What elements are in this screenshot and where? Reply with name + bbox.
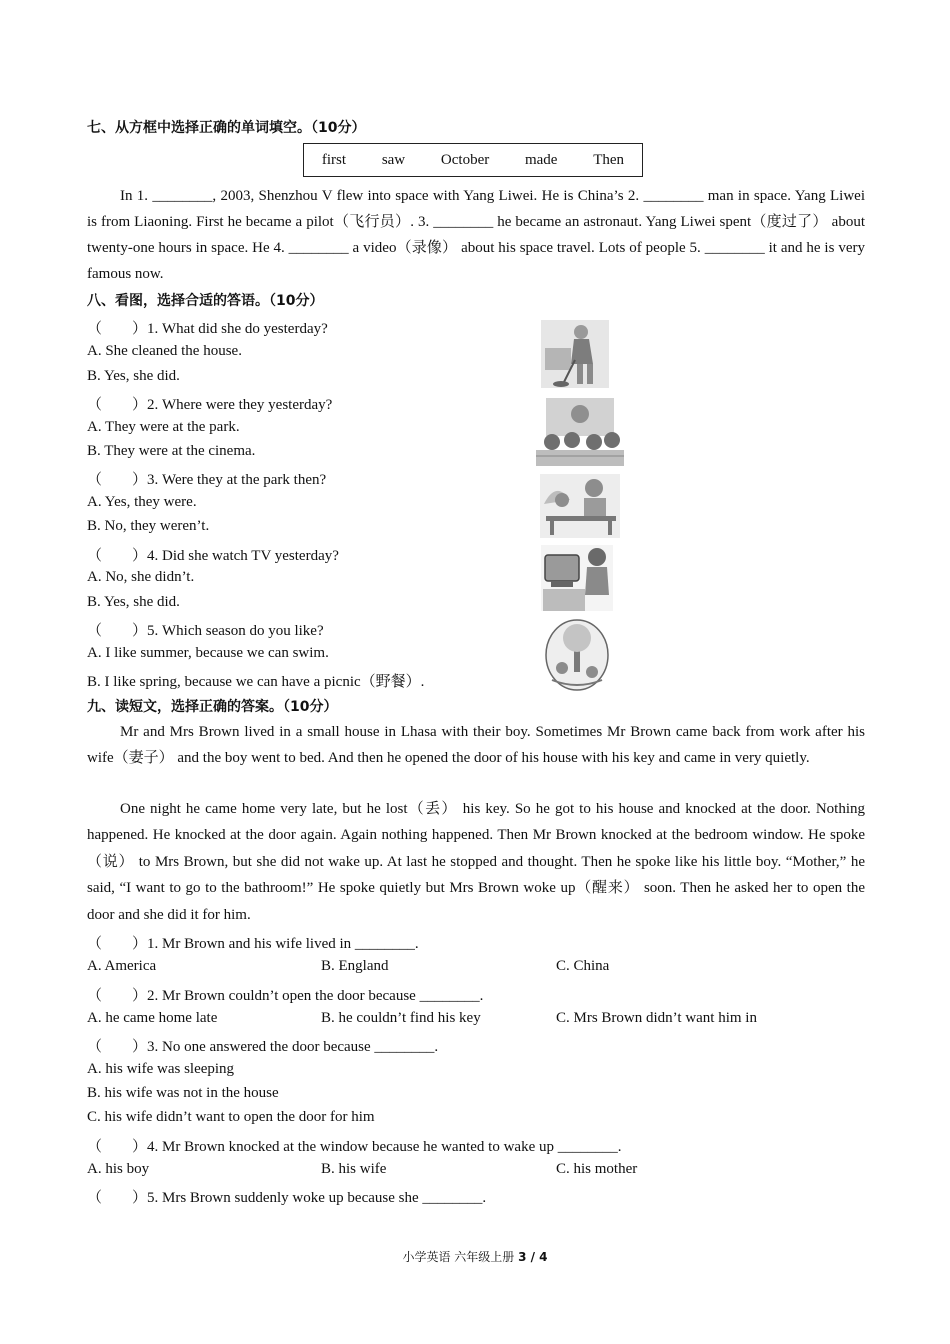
- word-made: made: [524, 151, 558, 168]
- s8-option-3a: A. Yes, they were.: [87, 494, 197, 510]
- word-first: first: [321, 151, 347, 168]
- s9-q2-option-b: B. he couldn’t find his key: [321, 1010, 481, 1026]
- s9-question-3: （ ）3. No one answered the door because ________.: [87, 1039, 439, 1055]
- word-box: [303, 143, 643, 177]
- section7-passage: In 1. ________, 2003, Shenzhou V flew into space with Yang Liwei. He is China’s 2. ________ man in space. Yang Liwei is from Liaoning. First he became a pilot（飞行员）. 3. ________ he became an astronaut. Yang Liwei spent（度过了） about twenty-one hours in space. He 4. ________ a video（录像） about his space travel. Lots of people 5. ________ it and he is very famous now.: [87, 188, 865, 282]
- s9-q4-option-c: C. his mother: [556, 1161, 638, 1177]
- cinema-picture: [536, 398, 624, 466]
- s8-option-1a: A. She cleaned the house.: [87, 343, 242, 359]
- section9-paragraph-2: One night he came home very late, but he lost（丢） his key. So he got to his house and knocked at the door. Nothing happened. He knocked at the door again. Again nothing happened. Then Mr Brown knocked at the bedroom window. He spoke（说） to Mrs Brown, but she did not wake up. At last he stopped and thought. Then he spoke like his little boy. “Mother,” he said, “I want to go to the bathroom!” He spoke quietly but Mrs Brown woke up（醒来） soon. Then he asked her to open the door and she did it for him.: [87, 801, 865, 923]
- park-picture: [540, 474, 620, 538]
- s8-option-1b: B. Yes, she did.: [87, 368, 180, 384]
- s8-option-2b: B. They were at the cinema.: [87, 443, 256, 459]
- s9-q3-option-c: C. his wife didn’t want to open the door for him: [87, 1109, 375, 1125]
- s9-q3-option-a: A. his wife was sleeping: [87, 1061, 235, 1077]
- s9-question-5: （ ）5. Mrs Brown suddenly woke up because she ________.: [87, 1190, 487, 1206]
- s8-option-4a: A. No, she didn’t.: [87, 569, 195, 585]
- s8-option-2a: A. They were at the park.: [87, 419, 240, 435]
- s8-question-5: （ ）5. Which season do you like?: [87, 623, 324, 639]
- s9-q4-option-b: B. his wife: [321, 1161, 387, 1177]
- s8-question-1: （ ）1. What did she do yesterday?: [87, 321, 328, 337]
- word-saw: saw: [381, 151, 406, 168]
- word-then: Then: [593, 151, 625, 168]
- tv-picture: [541, 545, 613, 611]
- s8-question-4: （ ）4. Did she watch TV yesterday?: [87, 548, 339, 564]
- s9-q1-option-a: A. America: [87, 958, 157, 974]
- s8-question-3: （ ）3. Were they at the park then?: [87, 472, 327, 488]
- s9-q3-option-b: B. his wife was not in the house: [87, 1085, 279, 1101]
- s8-option-5a: A. I like summer, because we can swim.: [87, 645, 329, 661]
- s9-q2-option-a: A. he came home late: [87, 1010, 218, 1026]
- s9-q1-option-c: C. China: [556, 958, 610, 974]
- s9-q1-option-b: B. England: [321, 958, 389, 974]
- word-october: October: [440, 151, 490, 168]
- s9-question-1: （ ）1. Mr Brown and his wife lived in ________.: [87, 936, 419, 952]
- cleaning-picture: [541, 320, 609, 388]
- s8-option-3b: B. No, they weren’t.: [87, 518, 210, 534]
- s8-question-2: （ ）2. Where were they yesterday?: [87, 397, 333, 413]
- section9-heading: 九、读短文，选择正确的答案。（10分）: [87, 699, 338, 715]
- season-picture: [544, 618, 610, 692]
- s9-question-2: （ ）2. Mr Brown couldn’t open the door because ________.: [87, 988, 484, 1004]
- s8-option-4b: B. Yes, she did.: [87, 594, 180, 610]
- s9-q4-option-a: A. his boy: [87, 1161, 150, 1177]
- section7-heading: 七、从方框中选择正确的单词填空。（10分）: [87, 120, 366, 136]
- s9-q2-option-c: C. Mrs Brown didn’t want him in: [556, 1010, 757, 1026]
- section8-heading: 八、看图，选择合适的答语。（10分）: [87, 293, 324, 309]
- s9-question-4: （ ）4. Mr Brown knocked at the window because he wanted to wake up ________.: [87, 1139, 622, 1155]
- page-footer: [0, 1248, 950, 1265]
- footer-title: 小学英语 六年级上册: [402, 1250, 519, 1264]
- s8-option-5b: B. I like spring, because we can have a picnic（野餐）.: [87, 674, 425, 690]
- page-number: 3 / 4: [518, 1250, 548, 1264]
- section9-paragraph-1: Mr and Mrs Brown lived in a small house in Lhasa with their boy. Sometimes Mr Brown came back from work after his wife（妻子） and the boy went to bed. And then he opened the door of his house with his key and came in very quietly.: [87, 724, 865, 766]
